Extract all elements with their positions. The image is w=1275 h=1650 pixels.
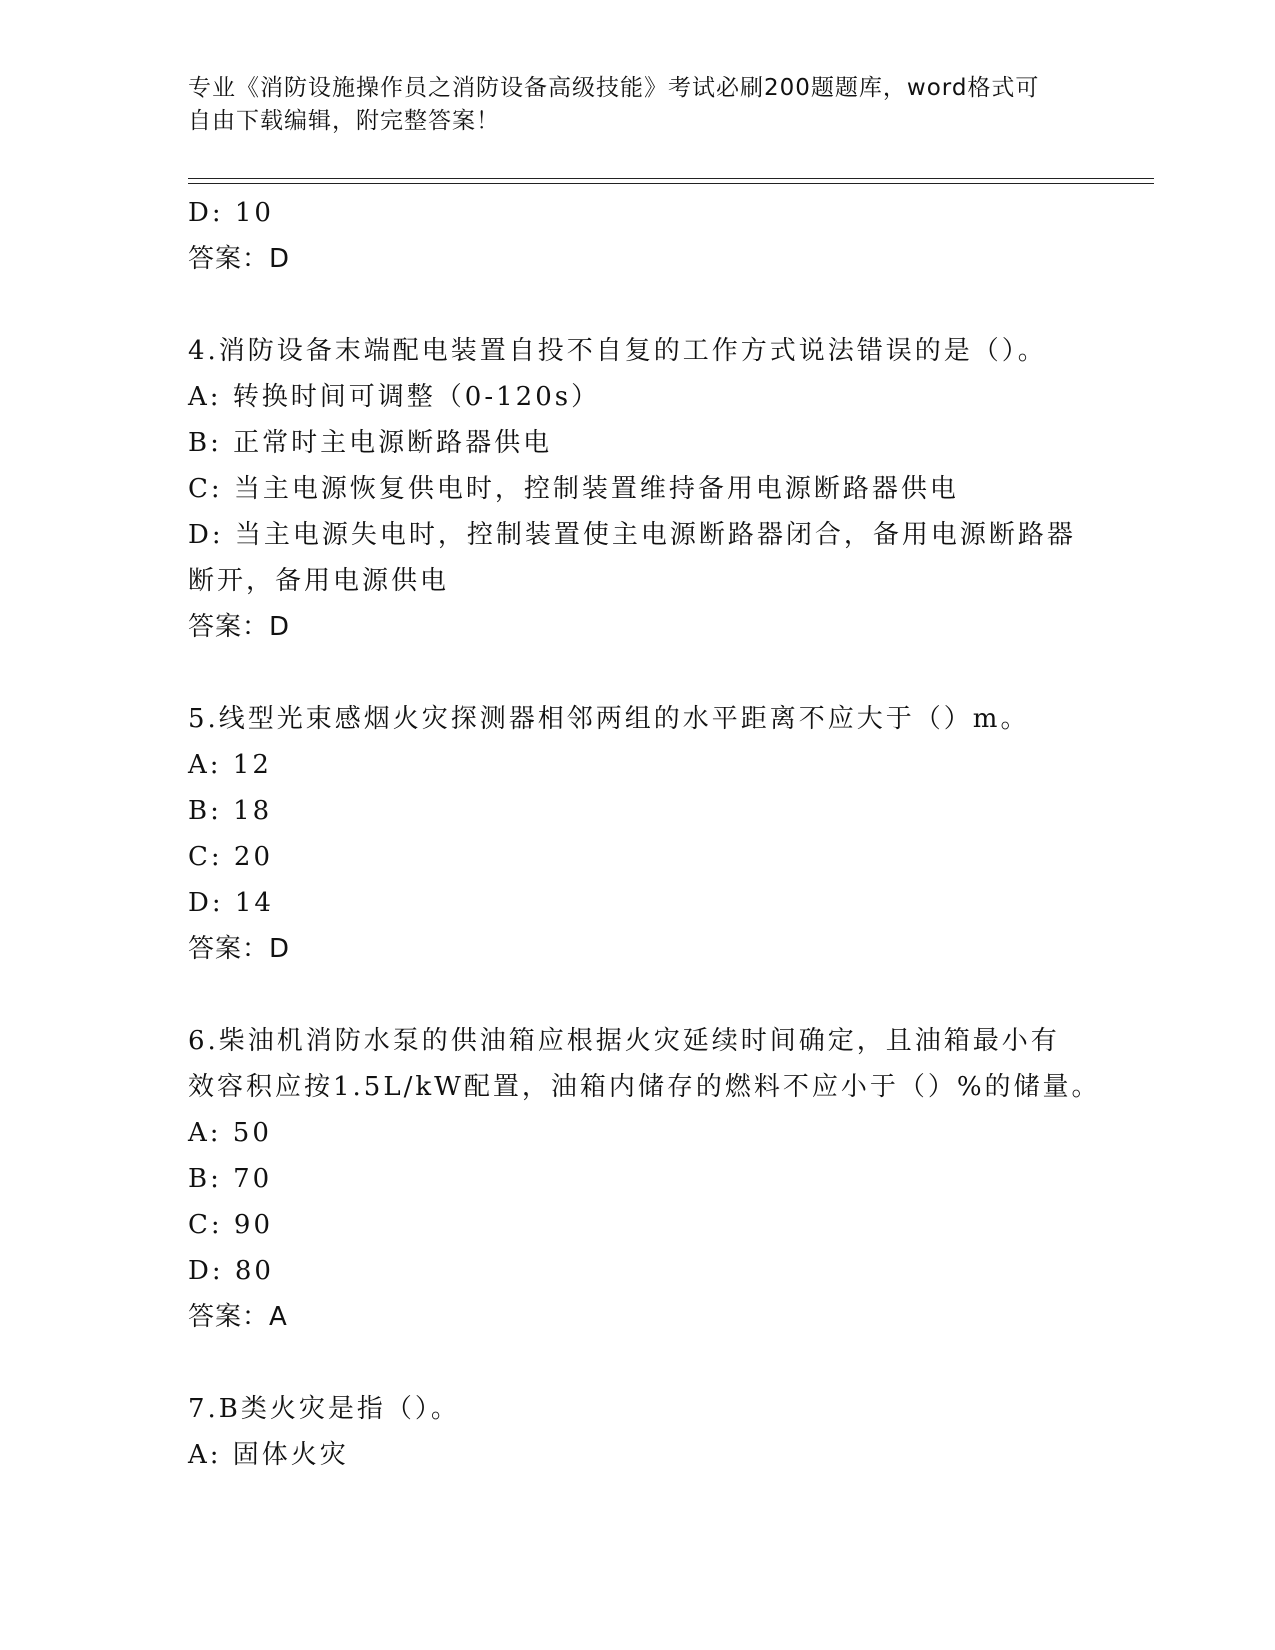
option-a: A: 转换时间可调整（0-120s）: [188, 382, 601, 412]
document-header: [188, 72, 1088, 138]
spacer: [188, 650, 1088, 696]
option-a: A: 12: [188, 750, 272, 780]
question-6: [188, 1018, 1101, 1340]
option-c: C: 20: [188, 842, 274, 872]
question-text: 4.消防设备末端配电装置自投不自复的工作方式说法错误的是（）。: [188, 336, 1047, 366]
answer-label: 答案：D: [188, 934, 291, 964]
question-3-tail: [188, 190, 1088, 282]
option-d-continued: 断开，备用电源供电: [188, 566, 450, 596]
option-d: D: 80: [188, 1256, 274, 1286]
spacer: [188, 972, 1088, 1018]
answer-label: 答案：D: [188, 244, 291, 274]
answer-label: 答案：A: [188, 1302, 288, 1332]
option-a: A: 固体火灾: [188, 1440, 349, 1470]
question-5: [188, 696, 1088, 972]
spacer: [188, 282, 1088, 328]
option-b: B: 70: [188, 1164, 273, 1194]
option-d: D: 14: [188, 888, 274, 918]
option-b: B: 18: [188, 796, 273, 826]
option-d: D: 10: [188, 198, 274, 228]
header-line-2: 自由下载编辑，附完整答案！: [188, 108, 500, 134]
option-d: D: 当主电源失电时，控制装置使主电源断路器闭合，备用电源断路器: [188, 520, 1076, 550]
option-a: A: 50: [188, 1118, 272, 1148]
question-text: 6.柴油机消防水泵的供油箱应根据火灾延续时间确定，且油箱最小有: [188, 1026, 1060, 1056]
question-list: [188, 190, 1101, 1478]
question-text: 7.B类火灾是指（）。: [188, 1394, 460, 1424]
question-7: [188, 1386, 1088, 1478]
question-text: 5.线型光束感烟火灾探测器相邻两组的水平距离不应大于（）m。: [188, 704, 1030, 734]
header-divider-bottom: [188, 183, 1154, 184]
header-divider-top: [188, 178, 1154, 179]
option-b: B: 正常时主电源断路器供电: [188, 428, 553, 458]
option-c: C: 当主电源恢复供电时，控制装置维持备用电源断路器供电: [188, 474, 959, 504]
question-4: [188, 328, 1088, 650]
spacer: [188, 1340, 1088, 1386]
option-c: C: 90: [188, 1210, 274, 1240]
question-text-continued: 效容积应按1.5L/kW配置，油箱内储存的燃料不应小于（）%的储量。: [188, 1072, 1101, 1102]
answer-label: 答案：D: [188, 612, 291, 642]
header-line-1: 专业《消防设施操作员之消防设备高级技能》考试必刷200题题库，word格式可: [188, 75, 1040, 101]
